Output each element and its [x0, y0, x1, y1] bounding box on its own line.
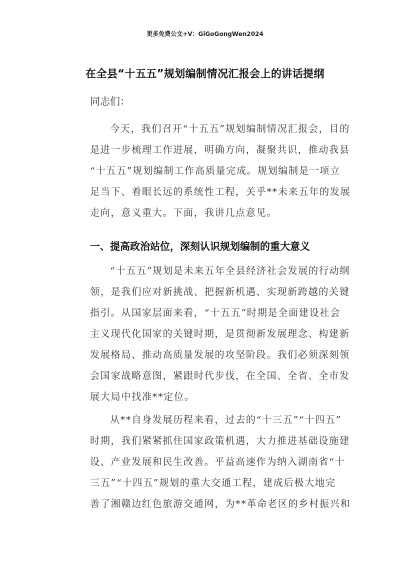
paragraph-line: 会国家战略意图，紧跟时代步伐，在全国、全省、全市发	[90, 371, 350, 382]
paragraph-line: 善了湘赣边红色旅游交通网，为**革命老区的乡村振兴和	[90, 499, 351, 510]
paragraph-line: “十五五”规划是未来五年全县经济社会发展的行动纲	[110, 266, 351, 277]
paragraph-line: 领，是我们应对新挑战、把握新机遇、实现新跨越的关键	[90, 287, 350, 298]
paragraph-line: 是进一步梳理工作进展，明确方向，凝聚共识，推动我县	[90, 145, 350, 156]
paragraph-significance	[90, 261, 352, 408]
paragraph-line: 发展格局、推动高质量发展的攻坚阶段。我们必须深刻领	[90, 350, 350, 361]
paragraph-history	[90, 410, 352, 515]
paragraph-line: “十五五”规划编制工作高质量完成。规划编制是一项立	[90, 166, 341, 177]
paragraph-line: 时期，我们紧紧抓住国家政策机遇，大力推进基础设施建	[90, 436, 350, 447]
document-title: 在全县“十五五”规划编制情况汇报会上的讲话提纲	[85, 68, 325, 80]
paragraph-line: 展大局中找准**定位。	[90, 392, 195, 403]
paragraph-line: 今天，我们召开“十五五”规划编制情况汇报会，目的	[110, 124, 351, 135]
paragraph-line: 主义现代化国家的关键时期，是贯彻新发展理念、构建新	[90, 329, 350, 340]
paragraph-line: 三五”“十四五”规划的重大交通工程，建成后极大地完	[90, 478, 336, 489]
paragraph-line: 走向，意义重大。下面，我讲几点意见。	[90, 208, 278, 219]
paragraph-intro	[90, 119, 352, 224]
header-note: 更多免费公文+V：GiGoGongWen2024	[146, 31, 264, 38]
paragraph-line: 设、产业发展和民生改善。平益高速作为纳入湖南省“十	[90, 457, 346, 468]
salutation: 同志们：	[90, 97, 130, 108]
paragraph-line: 足当下、着眼长远的系统性工程，关乎**未来五年的发展	[90, 187, 351, 198]
paragraph-line: 从**自身发展历程来看，过去的“十三五”“十四五”	[110, 415, 342, 426]
paragraph-line: 指引。从国家层面来看，“十五五”时期是全面建设社会	[90, 308, 341, 319]
section-heading: 一、提高政治站位，深刻认识规划编制的重大意义	[90, 242, 310, 253]
